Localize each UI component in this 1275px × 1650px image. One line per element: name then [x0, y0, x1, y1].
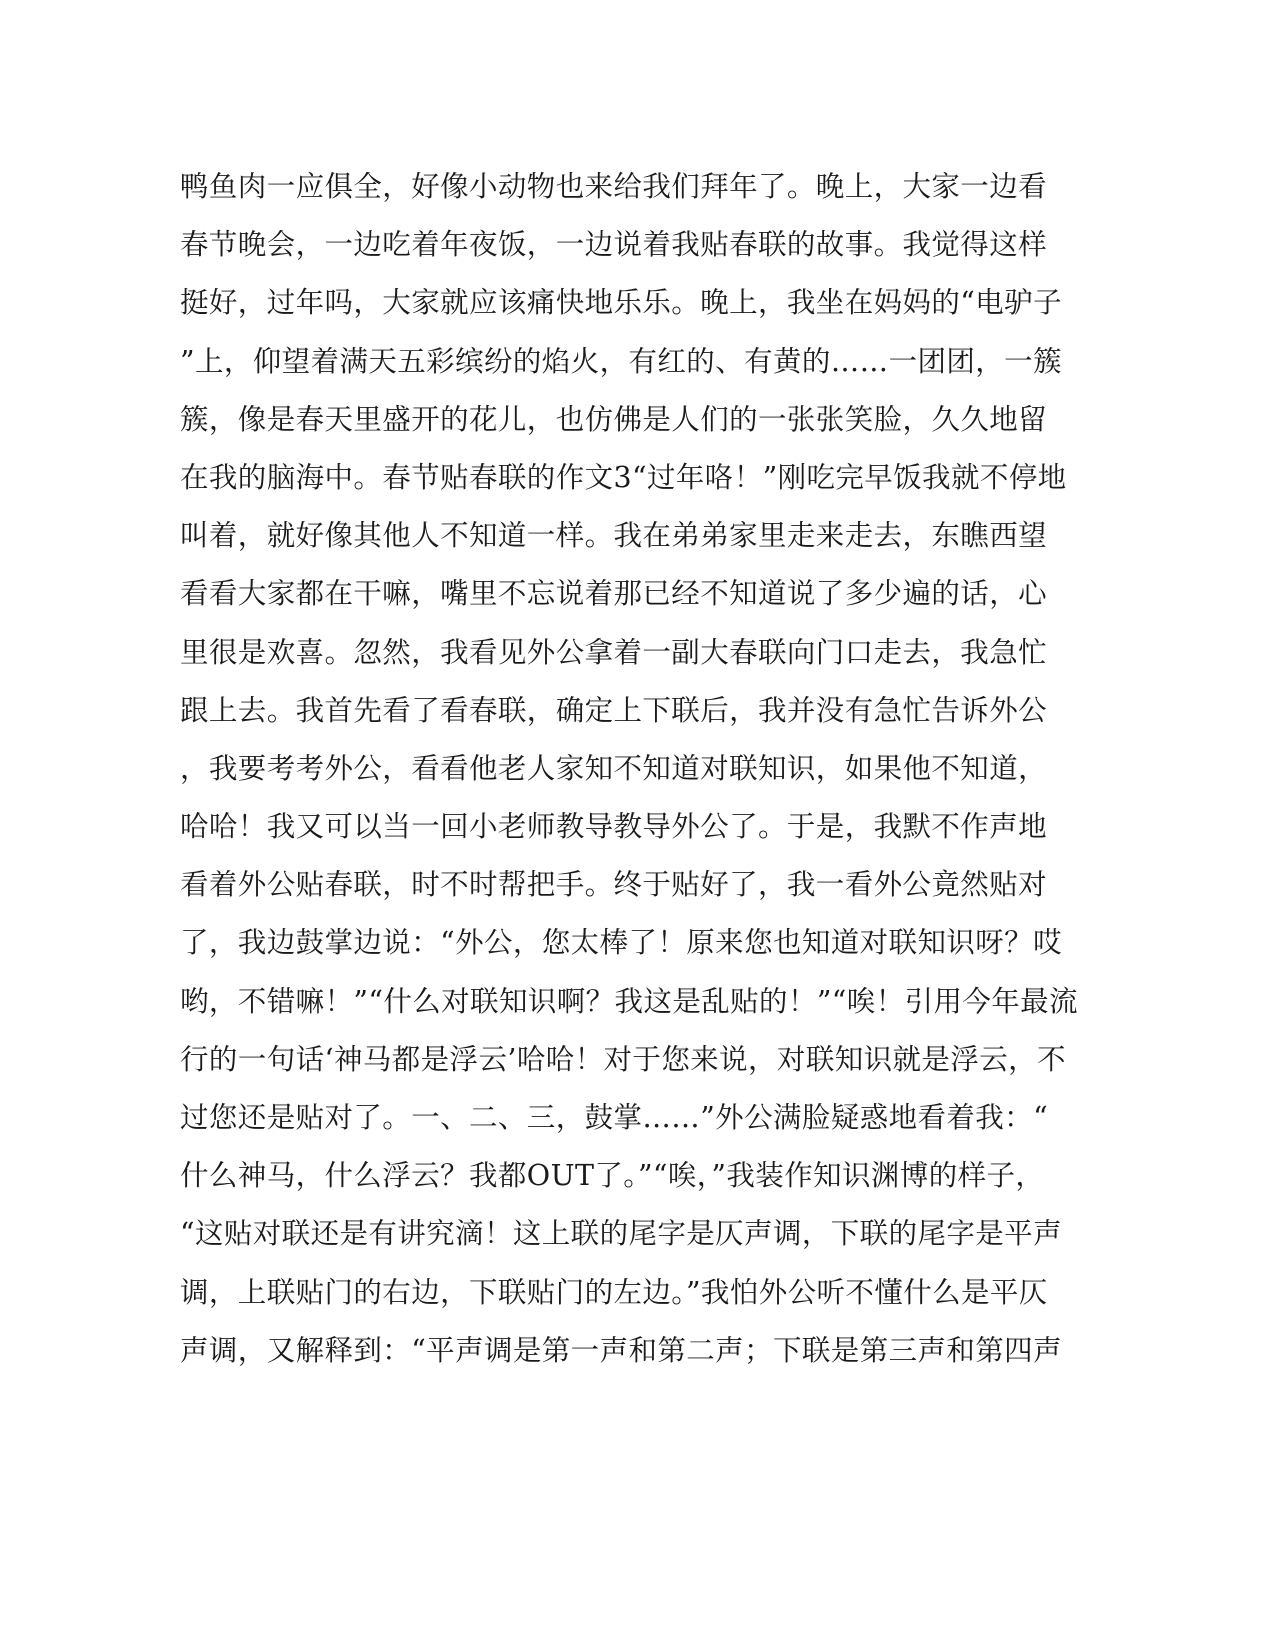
text-line: 在我的脑海中。春节贴春联的作文3“过年咯！”刚吃完早饭我就不停地 [180, 460, 1067, 494]
text-line: 行的一句话‘神马都是浮云’哈哈！对于您来说，对联知识就是浮云，不 [180, 1042, 1066, 1076]
text-line: 看看大家都在干嘛，嘴里不忘说着那已经不知道说了多少遍的话，心 [180, 577, 1048, 611]
text-line: 看着外公贴春联，时不时帮把手。终于贴好了，我一看外公竟然贴对 [180, 868, 1048, 902]
essay-body-text [180, 158, 1078, 1380]
text-line: 调，上联贴门的右边，下联贴门的左边。”我怕外公听不懂什么是平仄 [180, 1275, 1048, 1309]
text-line: 哟，不错嘛！”“什么对联知识啊？我这是乱贴的！”“唉！引用今年最流 [180, 984, 1078, 1018]
text-line: 春节晚会，一边吃着年夜饭，一边说着我贴春联的故事。我觉得这样 [180, 228, 1048, 262]
text-line: 哈哈！我又可以当一回小老师教导教导外公了。于是，我默不作声地 [180, 810, 1048, 844]
text-line: 了，我边鼓掌边说：“外公，您太棒了！原来您也知道对联知识呀？哎 [180, 926, 1062, 960]
text-line: 什么神马，什么浮云？我都OUT了。”“唉，”我装作知识渊博的样子， [180, 1159, 1045, 1193]
text-line: ”上，仰望着满天五彩缤纷的焰火，有红的、有黄的……一团团，一簇 [180, 344, 1062, 378]
text-line: 过您还是贴对了。一、二、三，鼓掌……”外公满脸疑惑地看着我：“ [180, 1101, 1049, 1134]
text-line: ，我要考考外公，看看他老人家知不知道对联知识，如果他不知道， [180, 751, 1048, 785]
text-line: “这贴对联还是有讲究滴！这上联的尾字是仄声调，下联的尾字是平声 [180, 1217, 1062, 1251]
text-line: 挺好，过年吗，大家就应该痛快地乐乐。晚上，我坐在妈妈的“电驴子 [180, 286, 1062, 320]
text-line: 声调，又解释到：“平声调是第一声和第二声；下联是第三声和第四声 [180, 1333, 1062, 1367]
text-line: 鸭鱼肉一应俱全，好像小动物也来给我们拜年了。晚上，大家一边看 [180, 170, 1048, 203]
text-line: 里很是欢喜。忽然，我看见外公拿着一副大春联向门口走去，我急忙 [180, 635, 1048, 669]
text-line: 叫着，就好像其他人不知道一样。我在弟弟家里走来走去，东瞧西望 [180, 519, 1048, 553]
text-line: 跟上去。我首先看了看春联，确定上下联后，我并没有急忙告诉外公 [180, 693, 1048, 727]
text-line: 簇，像是春天里盛开的花儿，也仿佛是人们的一张张笑脸，久久地留 [180, 402, 1048, 436]
